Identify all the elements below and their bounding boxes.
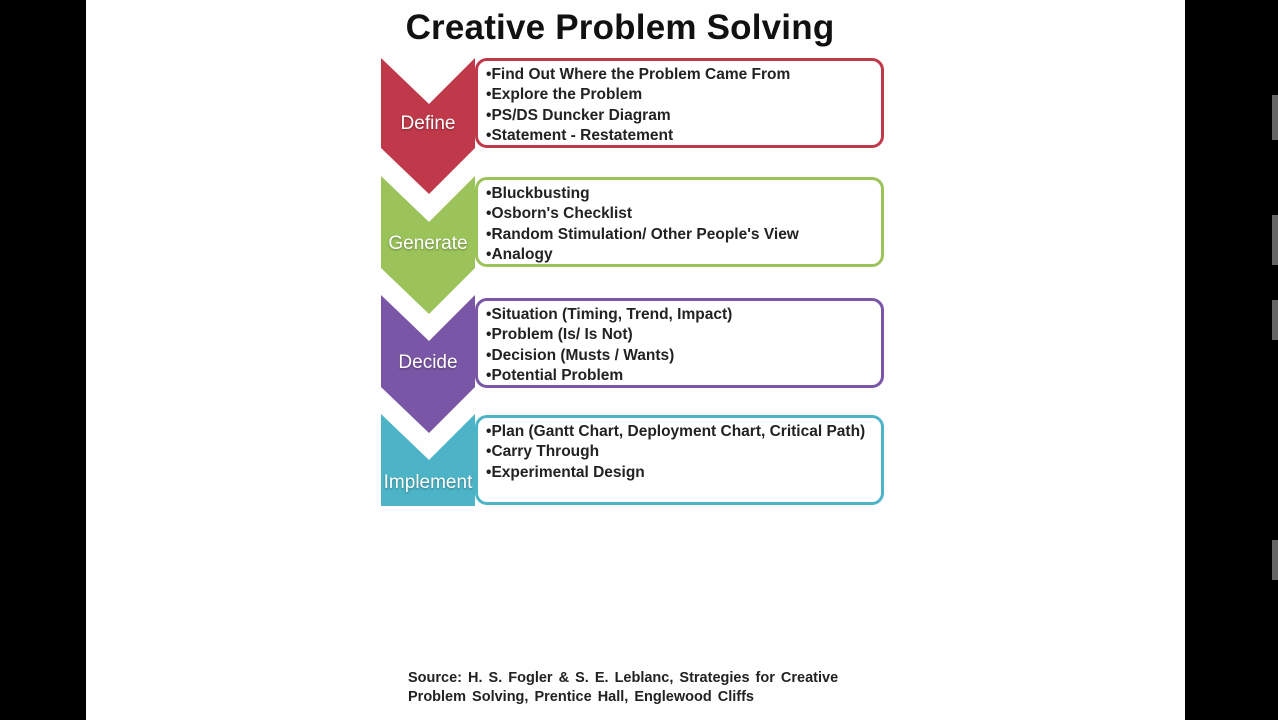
decide-item: • Situation (Timing, Trend, Impact): [486, 305, 873, 325]
implement-item: • Experimental Design: [486, 463, 873, 483]
slide-title: Creative Problem Solving: [405, 8, 835, 47]
decide-box: [475, 298, 884, 388]
step-label-implement: Implement: [383, 472, 473, 493]
implement-item: • Plan (Gantt Chart, Deployment Chart, Critical Path): [486, 422, 873, 442]
define-box: [475, 58, 884, 148]
decide-item: • Problem (Is/ Is Not): [486, 325, 873, 345]
generate-item: • Analogy: [486, 245, 873, 265]
implement-box: [475, 415, 884, 505]
step-label-define: Define: [400, 113, 456, 134]
define-item: • Find Out Where the Problem Came From: [486, 65, 873, 85]
define-item: • Statement - Restatement: [486, 126, 873, 146]
step-label-decide: Decide: [398, 352, 458, 373]
source-citation: Source: H. S. Fogler & S. E. Leblanc, Strategies for Creative Problem Solving, Prentice Hall, Englewood Cliffs: [408, 670, 839, 705]
decide-item: • Potential Problem: [486, 366, 873, 386]
define-item: • Explore the Problem: [486, 85, 873, 105]
generate-item: • Osborn's Checklist: [486, 204, 873, 224]
implement-item: • Carry Through: [486, 442, 873, 462]
step-label-generate: Generate: [388, 233, 468, 254]
generate-box: [475, 177, 884, 267]
generate-item: • Random Stimulation/ Other People's View: [486, 225, 873, 245]
define-item: • PS/DS Duncker Diagram: [486, 106, 873, 126]
generate-item: • Bluckbusting: [486, 184, 873, 204]
decide-item: • Decision (Musts / Wants): [486, 346, 873, 366]
